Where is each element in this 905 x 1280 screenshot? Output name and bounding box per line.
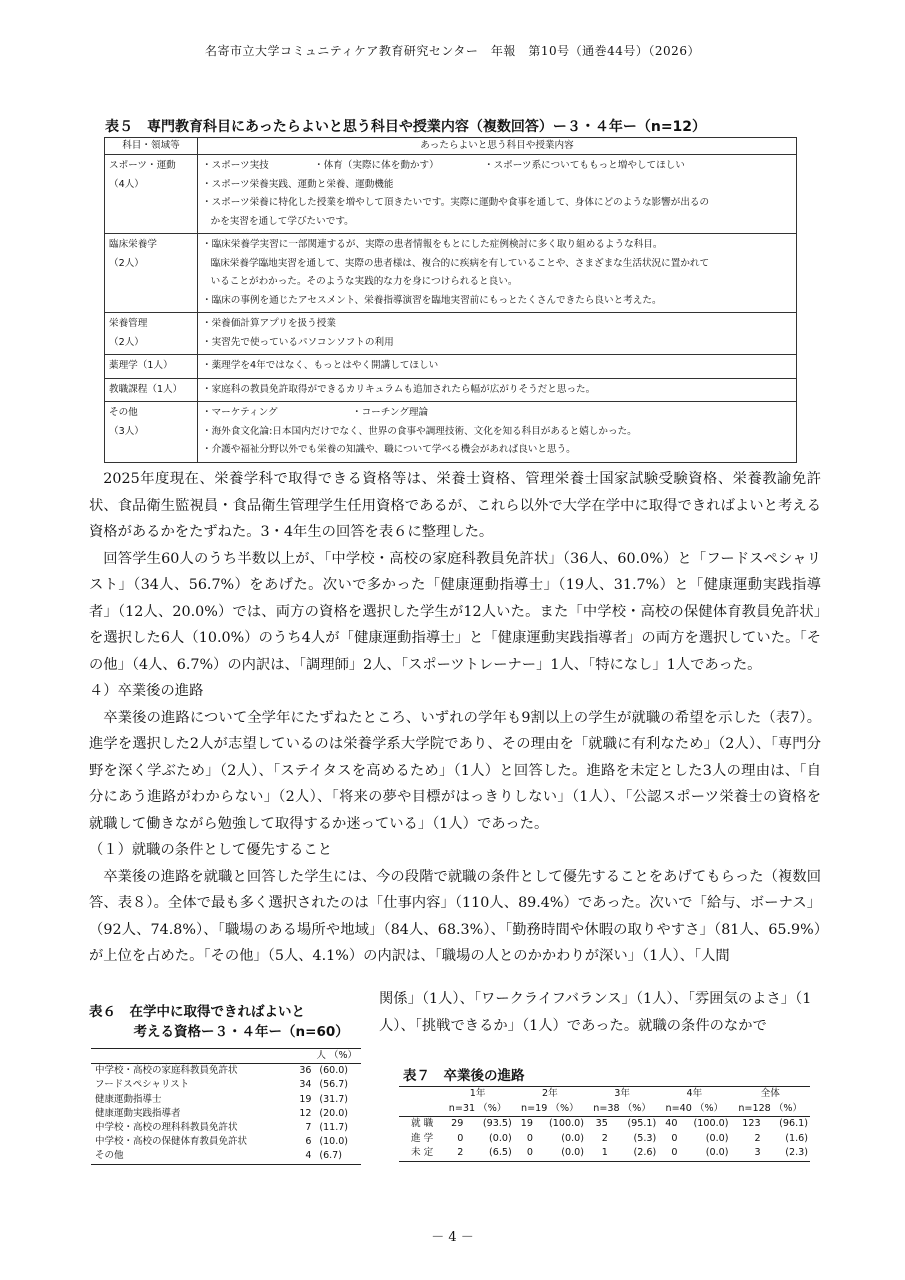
- category-label: 栄養管理: [109, 318, 148, 329]
- content-cell: [198, 155, 797, 234]
- table5-caption: 表５ 専門教育科目にあったらよいと思う科目や授業内容（複数回答）ー３・４年ー（n=12）: [105, 119, 707, 135]
- category-cell: [105, 234, 198, 313]
- body-text-continued: [379, 986, 821, 1039]
- table-row: 健康運動実践指導者 12 (20.0): [95, 1107, 348, 1119]
- item-text: いることがわかった。そのような実践的な力を身につけられると良い。: [210, 276, 518, 287]
- paragraph: 2025年度現在、栄養学科で取得できる資格等は、栄養士資格、管理栄養士国家試験受験資格、栄養教諭免許状、食品衛生監視員・食品衛生管理学生任用資格であるが、これら以外で大学在学中に取得できればよいと考える資格があるかをたずねた。3・4年生の回答を表６に整理した。: [89, 471, 821, 540]
- item-text: ・臨床栄養学実習に一部関連するが、実際の患者情報をもとにした症例検討に多く取り組めるような科目。: [202, 239, 663, 250]
- item-text: ・栄養価計算アプリを扱う授業: [202, 318, 336, 329]
- category-cell: 薬理学（1人）: [105, 355, 198, 379]
- item-text: ・薬理学を4年ではなく、もっとはやく開講してほしい: [202, 360, 439, 371]
- caption-line: 考える資格ー３・４年ー（n=60）: [133, 1024, 349, 1040]
- table-row: その他 4 (6.7): [95, 1150, 342, 1162]
- column-header: 人 （%）: [91, 1049, 361, 1064]
- caption-line: 表６ 在学中に取得できればよいと: [89, 1004, 305, 1020]
- table-row: [105, 378, 797, 402]
- paragraph: 卒業後の進路を就職と回答した学生には、今の段階で就職の条件として優先することをあげてもらった（複数回答、表８）。全体で最も多く選択されたのは「仕事内容」（110人、89.4%）であった。次いで「給与、ボーナス」（92人、74.8%）、「職場のある場所や地域」（84人、68.3%）、「勤務時間や休暇の取りやすさ」（81人、65.9%）が上位を占めた。「その他」（5人、4.1%）の内訳は、「職場の人とのかかわりが深い」（1人）、「人間: [89, 868, 821, 964]
- item-text: ・家庭科の教員免許取得ができるカリキュラムも追加されたら幅が広がりそうだと思った。: [202, 383, 596, 395]
- category-cell: [105, 402, 198, 463]
- content-cell: [198, 402, 797, 463]
- page-number: － 4 －: [431, 1230, 474, 1245]
- table-row: フードスペシャリスト 34 (56.7): [95, 1079, 348, 1091]
- category-label: 臨床栄養学: [109, 239, 157, 250]
- content-cell: [198, 234, 797, 313]
- table-row: 中学校・高校の家庭科教員免許状 36 (60.0): [95, 1065, 348, 1077]
- category-cell: [105, 155, 198, 234]
- category-count: （4人）: [109, 178, 144, 190]
- item-text: ・体育（実際に体を動かす）: [314, 160, 439, 171]
- running-header: 名寄市立大学コミュニティケア教育研究センター 年報 第10号（通巻44号）（2026）: [205, 44, 700, 58]
- table7: [399, 1086, 810, 1162]
- item-text: ・スポーツ系についてももっと増やしてほしい: [484, 160, 685, 171]
- item-text: ・マーケティング: [202, 407, 278, 418]
- item-text: ・海外食文化論:日本国内だけでなく、世界の食事や調理技術、文化を知る科目があると嬉しかった。: [202, 425, 637, 437]
- item-text: ・実習先で使っているパソコンソフトの利用: [202, 336, 394, 348]
- category-cell: 教職課程（1人）: [105, 378, 198, 402]
- content-cell: [198, 313, 797, 355]
- table6-caption: [89, 1002, 349, 1042]
- content-cell: [198, 355, 797, 379]
- body-text: [89, 466, 821, 970]
- category-count: （2人）: [109, 336, 144, 348]
- category-count: （3人）: [109, 425, 144, 437]
- section-heading: ４）卒業後の進路: [89, 683, 204, 699]
- content-cell: [198, 378, 797, 402]
- table-row: [105, 234, 797, 313]
- table5-col2-header: あったらよいと思う科目や授業内容: [198, 138, 797, 155]
- paragraph: 回答学生60人のうち半数以上が、「中学校・高校の家庭科教員免許状」（36人、60.0%）と「フードスペシャリスト」（34人、56.7%）をあげた。次いで多かった「健康運動指導士」（19人、31.7%）と「健康運動実践指導者」（12人、20.0%）では、両方の資格を選択した学生が12人いた。また「中学校・高校の保健体育教員免許状」を選択した6人（10.0%）のうち4人が「健康運動指導士」と「健康運動実践指導者」の両方を選択していた。「その他」（4人、6.7%）の内訳は、「調理師」2人、「スポーツトレーナー」1人、「特になし」1人であった。: [89, 550, 821, 673]
- item-text: ・スポーツ栄養に特化した授業を増やして頂きたいです。実際に運動や食事を通して、身体にどのような影響が出るの: [202, 197, 710, 208]
- table-group-row: 1年 2年 3年 4年 全体: [469, 1088, 780, 1099]
- table-row: [105, 355, 797, 379]
- category-label: その他: [109, 407, 138, 418]
- paragraph-continued: 関係」（1人）、「ワークライフバランス」（1人）、「雰囲気のよさ」（1人）、「挑戦できるか」（1人）であった。就職の条件のなかで: [379, 991, 812, 1034]
- table6: [91, 1048, 361, 1165]
- table-row: 未 定 2 (6.5) 0 (0.0) 1 (2.6) 0 (0.0) 3 (2.3): [411, 1147, 808, 1159]
- table5: [104, 137, 797, 463]
- table7-caption: 表７ 卒業後の進路: [403, 1068, 525, 1084]
- item-text: かを実習を通して学びたいです。: [210, 215, 354, 227]
- subsection-heading: （１）就職の条件として優先すること: [89, 842, 333, 858]
- table-row: 中学校・高校の理科科教員免許状 7 (11.7): [95, 1122, 348, 1134]
- table-row: [105, 402, 797, 463]
- item-text: ・スポーツ実技: [202, 160, 269, 171]
- table-row: 進 学 0 (0.0) 0 (0.0) 2 (5.3) 0 (0.0) 2 (1.6): [411, 1132, 808, 1144]
- table-row: 就 職 29 (93.5) 19 (100.0) 35 (95.1) 40 (100.0) 123 (96.1): [411, 1118, 808, 1130]
- item-text: ・介護や福祉分野以外でも栄養の知識や、職について学べる機会があれば良いと思う。: [202, 444, 576, 455]
- table-header-row: n=31 （%） n=19 （%） n=38 （%） n=40 （%） n=128 （%）: [399, 1102, 810, 1117]
- item-text: 臨床栄養学臨地実習を通して、実際の患者様は、複合的に疾病を有していることや、さまざまな生活状況に置かれて: [210, 257, 710, 269]
- paragraph: 卒業後の進路について全学年にたずねたところ、いずれの学年も9割以上の学生が就職の希望を示した（表7）。進学を選択した2人が志望しているのは栄養学系大学院であり、その理由を「就職に有利なため」（2人）、「専門分野を深く学ぶため」（2人）、「ステイタスを高めるため」（1人）と回答した。進路を未定とした3人の理由は、「自分にあう進路がわからない」（2人）、「将来の夢や目標がはっきりしない」（1人）、「公認スポーツ栄養士の資格を就職して働きながら勉強して取得するか迷っている」（1人）であった。: [89, 709, 821, 832]
- category-label: スポーツ・運動: [109, 160, 176, 171]
- item-text: ・臨床の事例を通じたアセスメント、栄養指導演習を臨地実習前にもっとたくさんできたら良いと考えた。: [202, 294, 662, 306]
- table-row: [105, 155, 797, 234]
- table-row: 健康運動指導士 19 (31.7): [95, 1093, 348, 1105]
- item-text: ・スポーツ栄養実践、運動と栄養、運動機能: [202, 178, 394, 190]
- item-text: ・コーチング理論: [352, 407, 429, 418]
- table-header-row: [105, 138, 797, 155]
- table5-col1-header: 科目・領域等: [105, 138, 198, 155]
- category-count: （2人）: [109, 257, 144, 269]
- table-row: 中学校・高校の保健体育教員免許状 6 (10.0): [95, 1136, 348, 1148]
- category-cell: [105, 313, 198, 355]
- table-header-row: [91, 1049, 361, 1064]
- table-row: [105, 313, 797, 355]
